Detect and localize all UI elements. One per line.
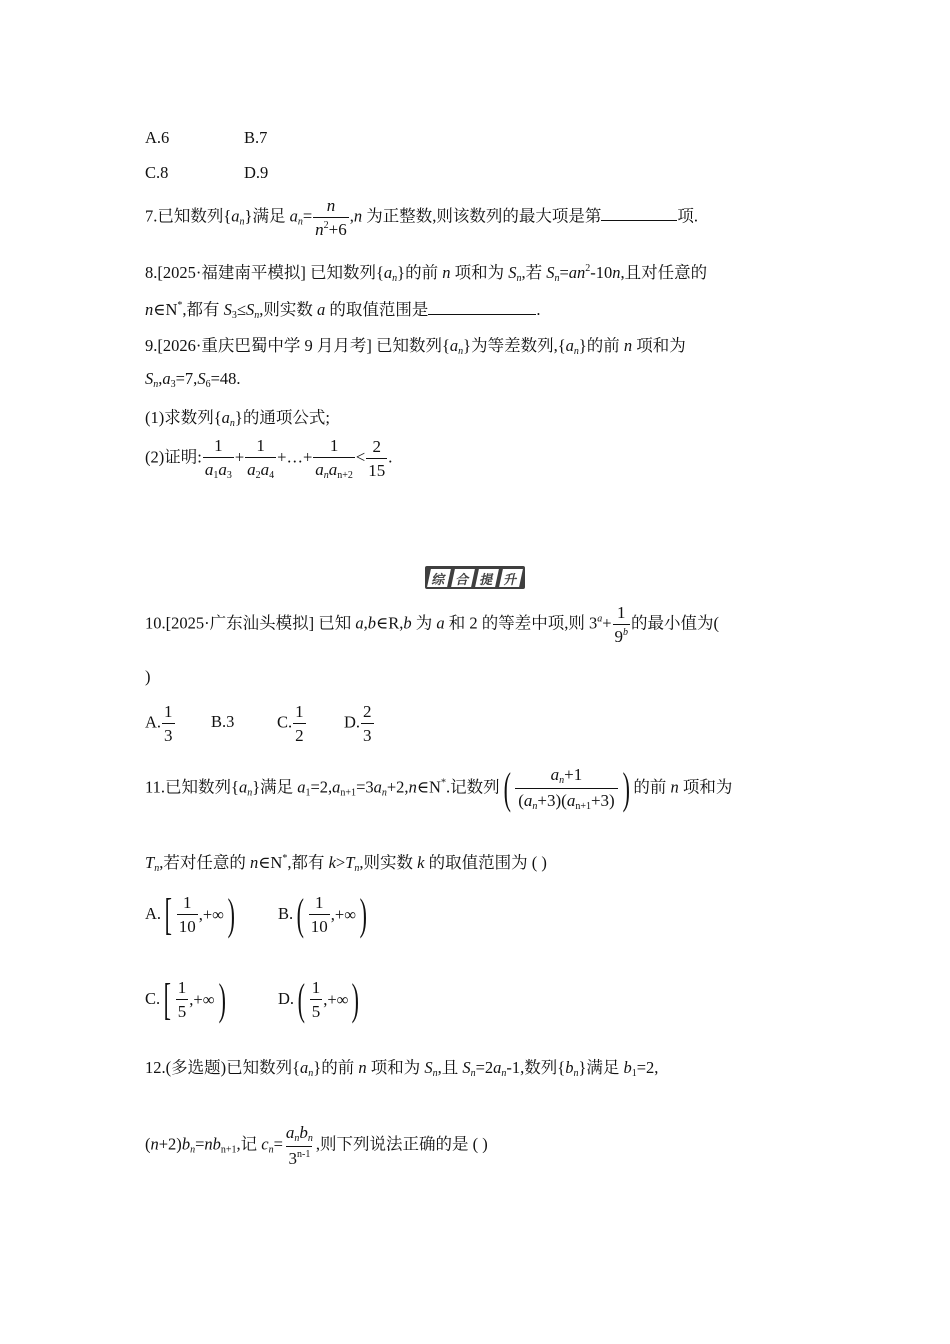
q10-option-a: A. $\frac{1}{3}$ [145,702,173,745]
q11-option-c: C. [ $\frac{1}{5}$ ,+∞ ) [145,975,226,1024]
question-12-line1: 12.(多选题)已知数列$\{a_n\}$的前 n 项和为 $S_n$,且 $S_n=2a_n-1$,数列$\{b_n\}$满足 $b_1=2$, [145,1058,659,1079]
question-8-line1: 8.[2025·福建南平模拟] 已知数列$\{a_n\}$的前 n 项和为 $S_n$,若 $S_n=an^2-10n$,且对任意的 [145,263,708,284]
question-11-line1: 11.已知数列$\{a_n\}$满足 $a_1=2,a_{n+1}=3a_n+2,n\in N^*$.记数列 ( $\frac{a_n+1}{(a_n+3)(a_{n+1}+3)}$ ) 的前 n 项和为 [145,763,733,813]
q6-option-c: C.8 [145,163,169,182]
q6-option-a: A.6 [145,128,170,147]
question-9-part2: (2)证明: $\frac{1}{a_1a_3}$ + $\frac{1}{a_2a_4}$ +…+ $\frac{1}{a_na_{n+2}}$ < $\frac{2}{15}$ . [145,436,393,481]
q6-option-b: B.7 [244,128,268,147]
question-12-line2: $(n+2)b_n=nb_{n+1}$,记 $c_n=$ $\frac{a_nb_n}{3^{n-1}}$ ,则下列说法正确的是 ( ) [145,1123,488,1168]
answer-blank[interactable] [601,206,677,221]
question-9-line1: 9.[2026·重庆巴蜀中学 9 月月考] 已知数列$\{a_n\}$为等差数列$,\{a_n\}$的前 n 项和为 [145,336,686,357]
question-9-part1: (1)求数列$\{a_n\}$的通项公式; [145,408,330,429]
answer-blank[interactable] [428,300,536,315]
q10-option-b: B.3 [211,712,235,731]
q6-option-d: D.9 [244,163,269,182]
q10-option-d: D. $\frac{2}{3}$ [344,702,372,745]
question-11-line2: $T_n$,若对任意的 n∈N*,都有 $k>T_n$,则实数 k 的取值范围为 ( ) [145,853,547,874]
question-8-line2: n∈N*,都有 $S_3\le S_n$,则实数 a 的取值范围是 . [145,300,541,321]
q10-option-c: C. $\frac{1}{2}$ [277,702,304,745]
question-9-line2: $S_n,a_3=7,S_6=48$. [145,369,241,390]
question-7: 7.已知数列$\{a_n\}$满足 $a_n=$ $\frac{n}{n^2+6}$ ,n 为正整数,则该数列的最大项是第 项. [145,196,698,239]
q11-option-d: D. ( $\frac{1}{5}$ ,+∞ ) [278,975,360,1024]
q11-option-b: B. ( $\frac{1}{10}$ ,+∞ ) [278,890,367,939]
q12-fraction: $\frac{a_nb_n}{3^{n-1}}$ [285,1123,313,1168]
q11-fraction: $\frac{a_n+1}{(a_n+3)(a_{n+1}+3)}$ [515,765,617,812]
q11-option-a: A. [ $\frac{1}{10}$ ,+∞ ) [145,890,235,939]
question-10: 10.[2025·广东汕头模拟] 已知 a,b∈R,b 为 a 和 2 的等差中项,则 $3^a+$ $\frac{1}{9^b}$ 的最小值为( [145,603,720,646]
section-banner: 综 合 提 升 [425,566,525,589]
question-10-close: ) [145,667,151,686]
q7-fraction: $\frac{n}{n^2+6}$ [315,196,347,239]
